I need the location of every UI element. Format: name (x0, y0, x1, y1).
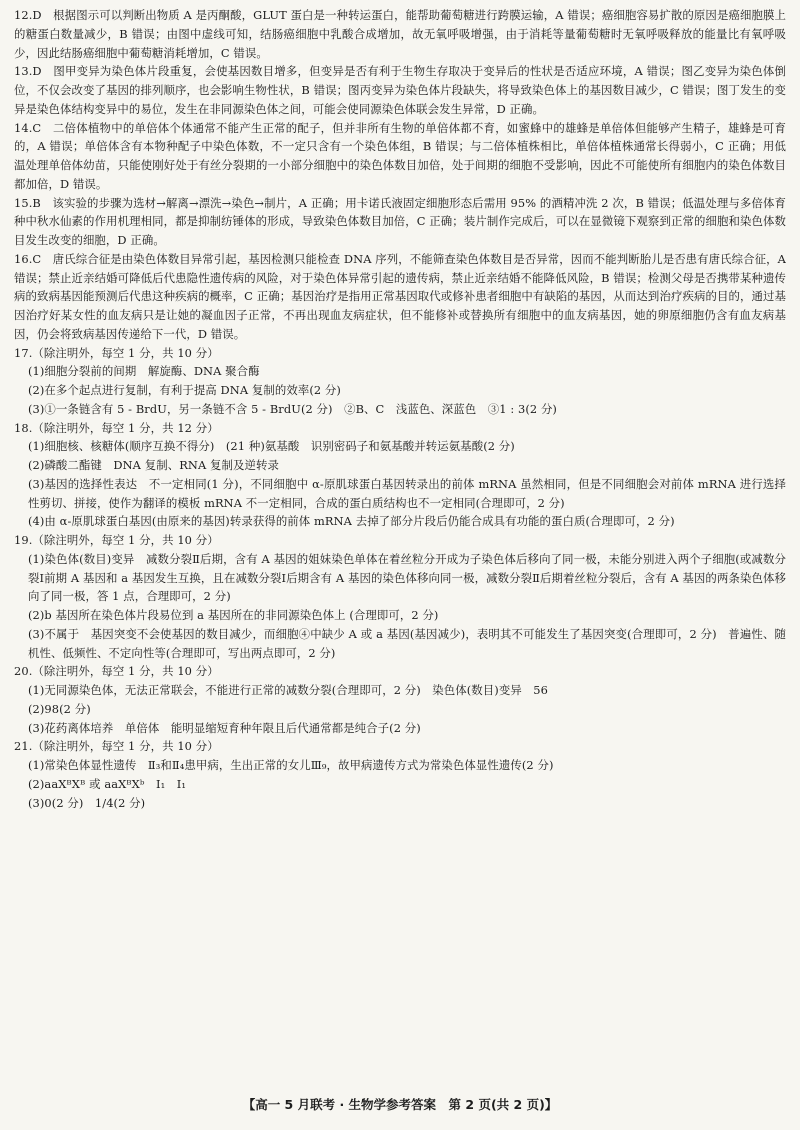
answer-15: 15.B 该实验的步骤为选材→解离→漂洗→染色→制片，A 正确；用卡诺氏液固定细胞形态后需用 95% 的酒精冲洗 2 次，B 错误；低温处理与多倍体育种中秋水仙素的作用机理相同，都是抑制纺锤体的形成，导致染色体数目加倍，C 正确；装片制作完成后，可以在显微镜下观察到正常的细胞和染色体数目发生改变的细胞，D 正确。 (14, 195, 786, 247)
answer-20-part-3: (3)花药离体培养 单倍体 能明显缩短育种年限且后代通常都是纯合子(2 分) (28, 720, 421, 735)
answer-21-head: 21.（除注明外，每空 1 分，共 10 分） (14, 739, 219, 754)
answer-16: 16.C 唐氏综合征是由染色体数目异常引起，基因检测只能检查 DNA 序列，不能筛查染色体数目是否异常，因而不能判断胎儿是否患有唐氏综合征，A 错误；禁止近亲结婚可降低后代患隐性遗传病的风险，对于染色体异常引起的遗传病，禁止近亲结婚不能降低风险，B 错误；检测父母是否携带某种遗传病的致病基因能预测后代患这种疾病的概率，C 正确；基因治疗是指用正常基因取代或修补患者细胞中有缺陷的基因，从而达到治疗疾病的目的，通过基因治疗好某女性的血友病只是让她的凝血因子正常，不再出现血友病症状，但不能修补或替换所有细胞中的血友病基因，她的卵原细胞仍含有血友病基因，仍会将致病基因传递给下一代，D 错误。 (14, 251, 786, 341)
page-footer: 【高一 5 月联考 · 生物学参考答案 第 2 页(共 2 页)】 (242, 1097, 558, 1112)
answer-content (14, 6, 786, 812)
answer-20-part-1: (1)无同源染色体，无法正常联会，不能进行正常的减数分裂(合理即可，2 分) 染色体(数目)变异 56 (28, 683, 548, 697)
answer-21 (14, 737, 786, 812)
answer-20-head: 20.（除注明外，每空 1 分，共 10 分） (14, 664, 219, 679)
answer-18 (14, 419, 786, 532)
answer-19-part-2: (2)b 基因所在染色体片段易位到 a 基因所在的非同源染色体上 (合理即可，2 分) (28, 608, 439, 622)
answer-12: 12.D 根据图示可以判断出物质 A 是丙酮酸，GLUT 蛋白是一种转运蛋白，能帮助葡萄糖进行跨膜运输，A 错误；癌细胞容易扩散的原因是癌细胞膜上的糖蛋白数量减少，B 错误；由图中虚线可知，结肠癌细胞中乳酸合成增加，故无氧呼吸增强，由于消耗等量葡萄糖时无氧呼吸释放的能量比有氧呼吸少，因此结肠癌细胞中葡萄糖消耗增加，C 错误。 (14, 8, 786, 60)
answer-19-part-1: (1)染色体(数目)变异 减数分裂Ⅱ后期，含有 A 基因的姐妹染色单体在着丝粒分开成为子染色体后移向了同一极，未能分别进入两个子细胞(或减数分裂Ⅰ前期 A 基因和 a 基因发生互换，且在减数分裂Ⅰ后期含有 A 基因的染色体移向同一极，减数分裂Ⅱ后期着丝粒分裂后，含有 A 基因的两条染色体移向了同一极，答 1 点，合理即可，2 分) (28, 551, 786, 604)
answer-17-part-3: (3)①一条链含有 5 - BrdU，另一条链不含 5 - BrdU(2 分) ②B、C 浅蓝色、深蓝色 ③1 : 3(2 分) (28, 401, 557, 416)
answer-21-part-3: (3)0(2 分) 1/4(2 分) (28, 795, 146, 810)
answer-20-part-2: (2)98(2 分) (28, 701, 91, 716)
answer-17-head: 17.（除注明外，每空 1 分，共 10 分） (14, 345, 219, 360)
answer-20 (14, 662, 786, 737)
answer-19-head: 19.（除注明外，每空 1 分，共 10 分） (14, 533, 219, 547)
answer-19-part-3: (3)不属于 基因突变不会使基因的数目减少，而细胞④中缺少 A 或 a 基因(基因减少)，表明其不可能发生了基因突变(合理即可，2 分) 普遍性、随机性、低频性、不定向性等(合理即可，写出两点即可，2 分) (28, 626, 786, 660)
answer-18-part-3: (3)基因的选择性表达 不一定相同(1 分)，不同细胞中 α-原肌球蛋白基因转录出的前体 mRNA 虽然相同，但是不同细胞会对前体 mRNA 进行选择性剪切、拼接，使作为翻译的模板 mRNA 不一定相同，合成的蛋白质结构也不一定相同(合理即可，2 分) (28, 476, 786, 510)
answer-14: 14.C 二倍体植物中的单倍体个体通常不能产生正常的配子，但并非所有生物的单倍体都不育，如蜜蜂中的雄蜂是单倍体但能够产生精子，雄蜂是可育的，A 错误；单倍体含有本物种配子中染色体数，不一定只含有一个染色体组，B 错误；与二倍体植株相比，单倍体植株通常长得弱小，C 正确；用低温处理单倍体幼苗，只能使刚好处于有丝分裂期的一小部分细胞中的染色体数目加倍，处于间期的细胞不受影响，因此不可能使所有细胞内的染色体数目都加倍，D 错误。 (14, 120, 786, 191)
answer-17-part-1: (1)细胞分裂前的间期 解旋酶、DNA 聚合酶 (28, 364, 260, 379)
answer-18-part-2: (2)磷酸二酯键 DNA 复制、RNA 复制及逆转录 (28, 458, 279, 472)
answer-21-part-1: (1)常染色体显性遗传 Ⅱ₃和Ⅱ₄患甲病，生出正常的女儿Ⅲ₉，故甲病遗传方式为常染色体显性遗传(2 分) (28, 758, 554, 772)
answer-18-part-1: (1)细胞核、核糖体(顺序互换不得分) (21 种)氨基酸 识别密码子和氨基酸并转运氨基酸(2 分) (28, 439, 515, 454)
answer-17-part-2: (2)在多个起点进行复制，有利于提高 DNA 复制的效率(2 分) (28, 383, 341, 397)
answer-18-part-4: (4)由 α-原肌球蛋白基因(由原来的基因)转录获得的前体 mRNA 去掉了部分片段后仍能合成具有功能的蛋白质(合理即可，2 分) (28, 514, 675, 529)
answer-13: 13.D 图甲变异为染色体片段重复，会使基因数目增多，但变异是否有利于生物生存取决于变异后的性状是否适应环境，A 错误；图乙变异为染色体倒位，不仅会改变了基因的排列顺序，也会影响生物性状，B 错误；图丙变异为染色体片段缺失，将导致染色体上的基因数目减少，C 错误；图丁发生的变异是染色体结构变异中的易位，发生在非同源染色体之间，可能会使同源染色体联会发生异常，D 正确。 (14, 64, 786, 116)
answer-18-head: 18.（除注明外，每空 1 分，共 12 分） (14, 420, 219, 435)
answer-21-part-2: (2)aaXᴮXᴮ 或 aaXᴮXᵇ Ⅰ₁ Ⅰ₁ (28, 776, 187, 791)
answer-19 (14, 531, 786, 662)
answer-17 (14, 344, 786, 419)
